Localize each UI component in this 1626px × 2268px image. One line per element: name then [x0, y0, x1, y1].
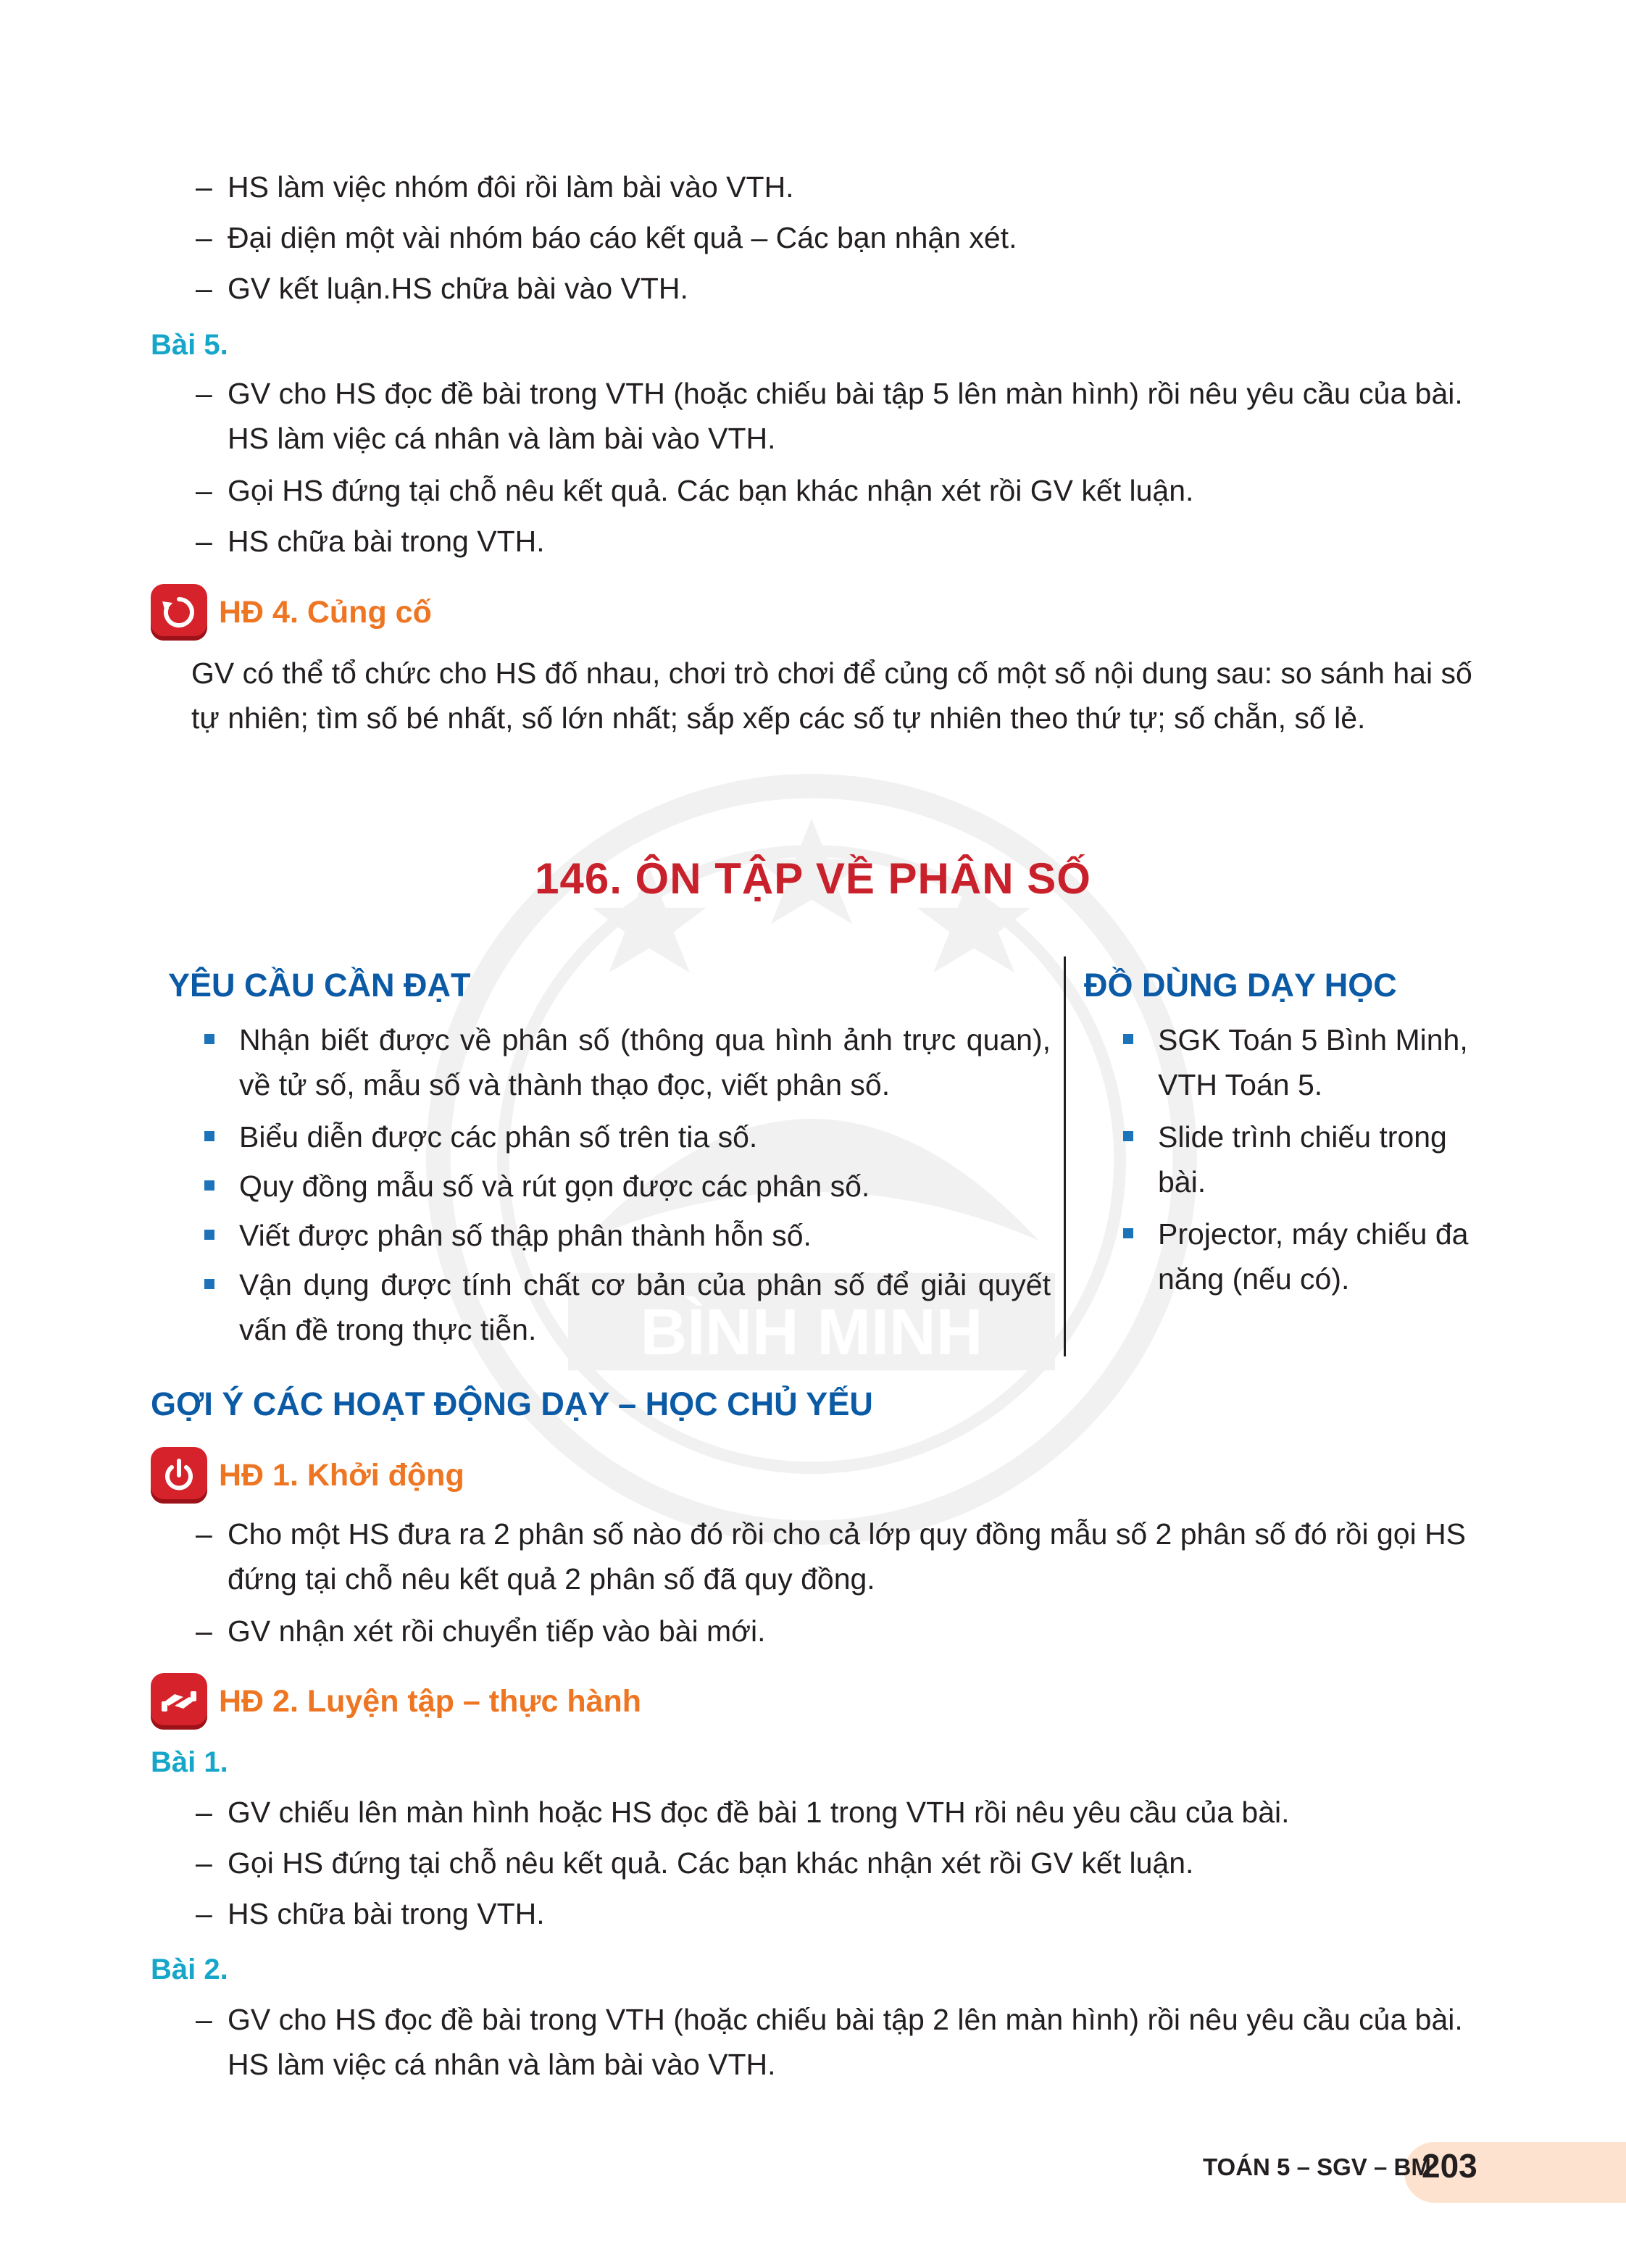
- page-number: 203: [1422, 2147, 1477, 2185]
- hands-icon: [151, 1673, 207, 1730]
- hd2-header: [151, 1671, 641, 1732]
- hd1-header: [151, 1445, 464, 1506]
- hd4-text: GV có thể tổ chức cho HS đố nhau, chơi trò chơi để củng cố một số nội dung sau: so sánh hai số tự nhiên; tìm số bé nhất, số lớn nhất; sắp xếp các số tự nhiên theo thứ tự; số chẵn, số lẻ.: [191, 656, 1472, 735]
- bullet-icon: [1123, 1034, 1133, 1044]
- hd2-title: HĐ 2. Luyện tập – thực hành: [219, 1683, 642, 1719]
- svg-text:BÌNH MINH: BÌNH MINH: [640, 1295, 983, 1368]
- activities-heading: GỢI Ý CÁC HOẠT ĐỘNG DẠY – HỌC CHỦ YẾU: [151, 1385, 873, 1422]
- bai2-heading: Bài 2.: [151, 1954, 228, 1985]
- bullet-icon: [1123, 1131, 1133, 1141]
- power-icon: [151, 1447, 207, 1504]
- bullet-icon: [1123, 1228, 1133, 1238]
- bai5-heading: Bài 5.: [151, 329, 228, 361]
- hd4-title: HĐ 4. Củng cố: [219, 594, 432, 630]
- hd1-title: HĐ 1. Khởi động: [219, 1457, 464, 1493]
- requirements-heading: YÊU CẦU CẦN ĐẠT: [168, 967, 471, 1004]
- bullet-icon: [204, 1131, 214, 1141]
- bullet-icon: [204, 1230, 214, 1240]
- hd4-header: [151, 582, 432, 643]
- bullet-icon: [204, 1279, 214, 1289]
- bai1-heading: Bài 1.: [151, 1746, 228, 1778]
- page: – HS làm việc nhóm đôi rồi làm bài vào VTH. – Đại diện một vài nhóm báo cáo kết quả – Các bạn nhận xét. – GV kết luận.HS chữa bài vào VTH. Bài 5. – GV cho HS đọc đề bài trong VTH (hoặc chiếu bài tập 5 lên màn hình) rồi nêu yêu cầu của bài. HS làm việc cá nhân và làm bài vào VTH. – Gọi HS đứng tại chỗ nêu kết quả. Các bạn khác nhận xét rồi GV kết luận. – HS chữa bài trong VTH. HĐ 4. Củng cố GV có thể tổ chức cho HS đố nhau, chơi trò chơi để củng cố một số nội dung sau: so sánh hai số tự nhiên; tìm số bé nhất, số lớn nhất; sắp xếp các số tự nhiên theo thứ tự; số chẵn, số lẻ. 146. ÔN TẬP VỀ PHÂN SỐ YÊU CẦU CẦN ĐẠT Nhận biết được về phân số (thông qua hình ảnh trực quan), về tử số, mẫu số và thành thạo đọc, viết phân số. Biểu diễn được các phân số trên tia số. Quy đồng mẫu số và rút gọn được các phân số. Viết được phân số thập phân thành hỗn số. Vận dụng được tính chất cơ bản của phân số để giải quyết vấn đề trong thực tiễn. ĐỒ DÙNG DẠY HỌC SGK Toán 5 Bình Minh, VTH Toán 5. Slide trình chiếu trong bài. Projector, máy chiếu đa năng (nếu có). GỢI Ý CÁC HOẠT ĐỘNG DẠY – HỌC CHỦ YẾU HĐ 1. Khởi động – Cho một HS đưa ra 2 phân số nào đó rồi cho cả lớp quy đồng mẫu số 2 phân số đó rồi gọi HS đứng tại chỗ nêu kết quả 2 phân số đã quy đồng. – GV nhận xét rồi chuyển tiếp vào bài mới. HĐ 2. Luyện tập – thực hành Bài 1. – GV chiếu lên màn hình hoặc HS đọc đề bài 1 trong VTH rồi nêu yêu cầu của bài. – Gọi HS đứng tại chỗ nêu kết quả. Các bạn khác nhận xét rồi GV kết luận. – HS chữa bài trong VTH. Bài 2. – GV cho HS đọc đề bài trong VTH (hoặc chiếu bài tập 2 lên màn hình) rồi nêu yêu cầu của bài. HS làm việc cá nhân và làm bài vào VTH. TOÁN 5 – SGV – BM 203: [0, 0, 1626, 2268]
- bullet-icon: [204, 1180, 214, 1191]
- footer-book-label: TOÁN 5 – SGV – BM: [1203, 2154, 1431, 2180]
- materials-heading: ĐỒ DÙNG DẠY HỌC: [1084, 967, 1397, 1004]
- bullet-icon: [204, 1034, 214, 1044]
- column-divider: [1064, 956, 1066, 1356]
- lesson-title: 146. ÔN TẬP VỀ PHÂN SỐ: [535, 854, 1091, 903]
- refresh-icon: [151, 584, 207, 641]
